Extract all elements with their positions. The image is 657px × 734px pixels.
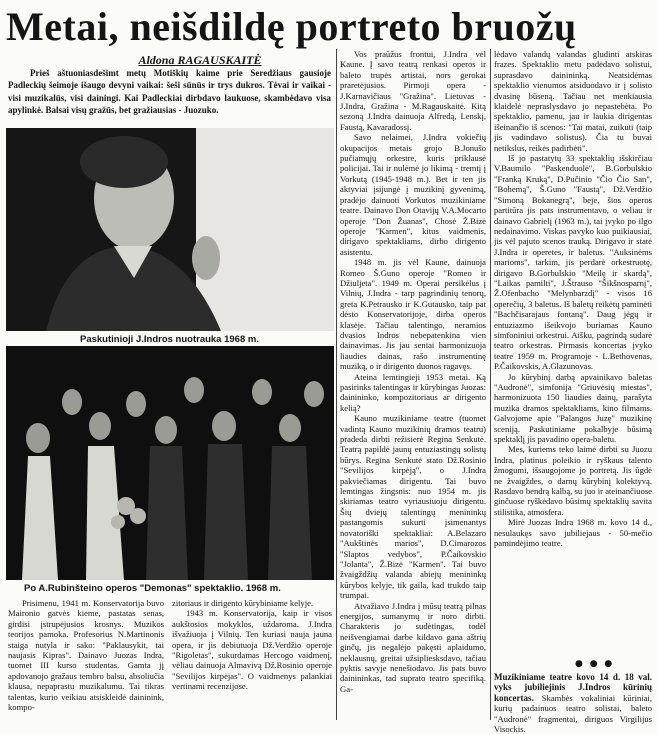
column-divider	[490, 49, 491, 720]
paragraph: Iš jo pastatytų 33 spektaklių išskirčiau V.Baumilo "Paskenduolė", B.Gorbulskio "Franką Kruką", D.Pučinio "Čio Čio San", "Bohemą", Š.Guno "Faustą", Dž.Verdžio "Simoną Bokanegrą", beje, šios operos partitūra jis pats instrumentavo, o veliau ir dainavo Gabrielį (1963 m.), tai įvyko po ilgo nedainavimo. Viskas pavyko kuo puikiausiai, jis vėl pajuto scenos trauką. Dirigavo ir statė J.Indra ir operetes, ir baletus. "Auksinėms marioms", tarkim, jis perdarė orkestruotę, dirigavo B.Gorbulskio "Meilę ir skardą", "Laikas pamilti", J.Štrauso "Šikšnosparnį", Ž.Ofenbacho "Melynbarzdį" - visos 16 operečių, 3 baletus. Iš baletų reikėtų paminėti "Bachčisarajaus fontaną". Daug jėgų ir entuziazmo išeikvojo buriamas Kauno simfoniniui orkestrui. Aišku, pagrindą sudarė teatro orkestras. Pirmasis koncertas įvyko teatre 1959 m. Programoje - L.Bethovenas, P.Čaikovskis, A.Glazunovas.	[494, 153, 652, 372]
group-photo	[6, 346, 334, 580]
photo2-caption: Po A.Rubinšteino operos "Demonas" spektaklio. 1968 m.	[24, 583, 281, 594]
paragraph: Prisimenu, 1941 m. Konservatorija buvo Maironio gatvės kieme, pastatas senas, girdisi įstrupėjusios krosnys. Muzikos teorijos pamoka. Profesorius N.Martinonis staiga nutyla ir sako: "Paklausykit, tai naujasis Kipras". Dainavo Juozas Indra, tuomet III kurso studentas. Gamta jį apdovanojo gražaus tembro balsu, absoliučia klausa, nepaprastu muzikalumu. Tai tikras talentas, kurio veikiau atsiskleidė daininink, kompo-	[8, 598, 164, 713]
announcement-text: Skambės vokaliniai kūriniai, kurių padainuos teatro solistai, baleto "Audronė" fragmentai, diriguos Virgilijus Visockis.	[494, 692, 652, 734]
paragraph: Mirė Juozas Indra 1968 m. kovo 14 d., nesulaukęs savo jubiliejaus - 50-mečio pamindėjimo teatre.	[494, 517, 652, 549]
paragraph: Atvažiavo J.Indra į mūsų teatrą pilnas energijos, sumanymų ir noro dirbti. Charakteris jo sudėtingas, todėl neišvengiamai darbe kildavo gana aštrių ginčų, jis negalėjo pakęsti aplaidumo, neklausnų, greitai užsipliesksdavo, tačiau pyktis savyje nenešiodavo. Jis pats buvo dainininkas, tad suprato teatro specifiką. Ga-	[340, 600, 486, 694]
paragraph: Kauno muzikiniame teatre (tuomet vadintą Kauno muzikinių dramos teatru) pradeda dirbti režisierė Regina Senkutė. Teatrą papildė jaunų entuziastingų solistų būrys. Regina Senkutė stato Dž.Rosinio "Sevilijos kirpėją", o J.Indra pakviečiamas dirigentu. Tai buvo lemtingas žingsnis: nuo 1954 m. jis skiriamas teatro vyriausiuoju dirigentu. Šių dviejų talentingų menininkų pastangomis sukurti įsimenantys novatoriški spektakliai: A.Belazaro "Aukštinės marios", D.Cimarozos "Slaptos vedybos", P.Čaikovskio "Jolanta", Ž.Bizė "Karmen". Tai buvo žvaigždžių valanda abiejų menininkų kūrybos kelyje, tik gaila, kad trukdo taip trumpai.	[340, 413, 486, 601]
headline: Metai, neišdildę portreto bruožų	[6, 4, 577, 49]
body-column-4	[494, 49, 652, 660]
paragraph: Ateina lemtingieji 1953 metai. Ką pasirinks talentingas ir kūrybingas Juozas: dainininko, kompozitoriaus ar dirigento kelią?	[340, 371, 486, 413]
paragraph: zitoriaus ir dirigento kūrybiniame kelyje.	[172, 598, 314, 608]
photo1-caption: Paskutinioji J.Indros nuotrauka 1968 m.	[80, 334, 259, 345]
paragraph: 1943 m. Konservatorija, kaip ir visos aukštosios mokyklos, uždaroma. J.Indra išvažiuoja į Vilnių. Ten kuriasi nauja jauna opera, ir jis debiutuoja Dž.Verdžio operoje "Rigoletas", sukurdamas Hercogo vaidmenį, vėliau dainuoja Almavivą Dž.Rosinio operoje "Sevilijos kirpėjas". O vaidmenys palankiai vertinami recenzijose.	[172, 608, 332, 692]
author-byline: Aldona RAGAUSKAITĖ	[138, 53, 262, 67]
paragraph: lėdavo valandų valandas gludinti atskiras frazes. Spektaklio metu padėdavo solistui, suprasdavo dainininką. Neatsidėmas spektaklio vienumos atsiduodavo ir į solisto dvasinę būseną. Tačiau net menkiausia klaidelė nepraslysdavo jo nepastebėta. Po spektaklio, pamenu, jau ir laukia dirigentas išeinančio iš scenos: "Tai matai, zuikuti (taip jis vadindavo solistus). Čia tu buvai netikslus, reikės padirbėti".	[494, 49, 652, 153]
concert-announcement	[494, 672, 652, 734]
paragraph: Savo nelaimei, J.Indra vokiečių okupacijos metais grojo B.Jonušo pučiamųjų orkestre, kuris priklausė policijai. Tai ir nulėmė jo likimą - tremtį į Vorkutą (1945-1948 m.). Bet ir ten jis aktyviai įsijungė į muzikinį gyvenimą, pradėjo dainuoti Vorkutos muzikiniame teatre. Dainavo Don Otavijų V.A.Mocarto operoje "Don Žuanas", Chosė Ž.Bizė operoje "Karmen", kitus vaidmenis, dirigavo spektakliams, dirbo dirigento asistentu.	[340, 132, 486, 257]
paragraph: Vos praūžus frontui, J.Indra vėl Kaune. Į savo teatrą renkasi operos ir baleto trupės artistai, nors gerokai praretėjusios. Pirmoji opera - J.Karnavičiaus "Gražina". Lietuvas - J.Indra, Gražina - M.Ragauskaitė. Kitą sezoną J.Indra dainuoja Alfredą, Lenskį, Faustą, Kavaradossį.	[340, 49, 486, 132]
column-divider	[336, 49, 337, 720]
lead-paragraph: Prieš aštuoniasdešimt metų Motiškių kaime prie Seredžiaus gausioje Padleckių šeimoje išaugo devyni vaikai: šeši sūnūs ir trys dukros. Tėvai ir vaikai - visi muzikalūs, visi dainingi. Kai Padleckiai dirbdavo laukuose, skambėdavo visa apylinkė. Balsai visų gražūs, bet gražiausias - Juozuko.	[8, 68, 331, 116]
body-column-2	[172, 598, 332, 720]
paragraph: Jo kūrybinį darbą apvainikavo baletas "Audronė", simfonija "Griuvėsių miestas", harmonizuota 150 liaudies dainų, parašyta muzika dramos spektakliams, kino filmams. Galvojome apie "Palangos Juzę" muzikinę sceniją. Paskutiniame pokalbyje būsimą spektaklį jis pavadino opera-baletu.	[494, 371, 652, 445]
paragraph: 1948 m. jis vėl Kaune, dainuoja Romeo Š.Guno operoje "Romeo ir Džiuljeta". 1949 m. Operai persikėlus į Vilnių, J.Indra - tarp pagrindinių tenorų, greta K.Petrausko ir K.Gutausko, taip pat dėsto Konservatorijoje, dirba operos klasėje. Tačiau talentingo, neramios dvasios Indros nebepatenkina vien dainavimas. Jis jau seniai harmonizuoja liaudies dainas, rašo instrumentinę muziką, o ir dirigento duonos ragavęs.	[340, 257, 486, 372]
body-column-1	[8, 598, 164, 720]
announcement-bold: Muzikiniame teatre kovo 14 d. 18 val. vyks jubiliejinis J.Indros kūrinių koncertas.	[494, 672, 652, 703]
section-ornament: ● ● ●	[575, 659, 615, 669]
paragraph: Mes, kuriems teko laimė dirbti su Juozu Indra, platinus poleikio ir ryškaus talento žmogumi, išsaugojome jo portretą. Jis ūgdė ne žvaigždes, o darnų kūrybinį kolektyvą. Rasdavo bendrą kalbą, su juo ir ateinančiuose ginčuose ryškėdavo būsimų spektaklių savita stilistika, atmosfera.	[494, 444, 652, 517]
group-photo-figure	[6, 346, 334, 580]
portrait-photo-figure	[6, 128, 334, 331]
portrait-photo	[6, 128, 334, 331]
body-column-3	[340, 49, 486, 720]
